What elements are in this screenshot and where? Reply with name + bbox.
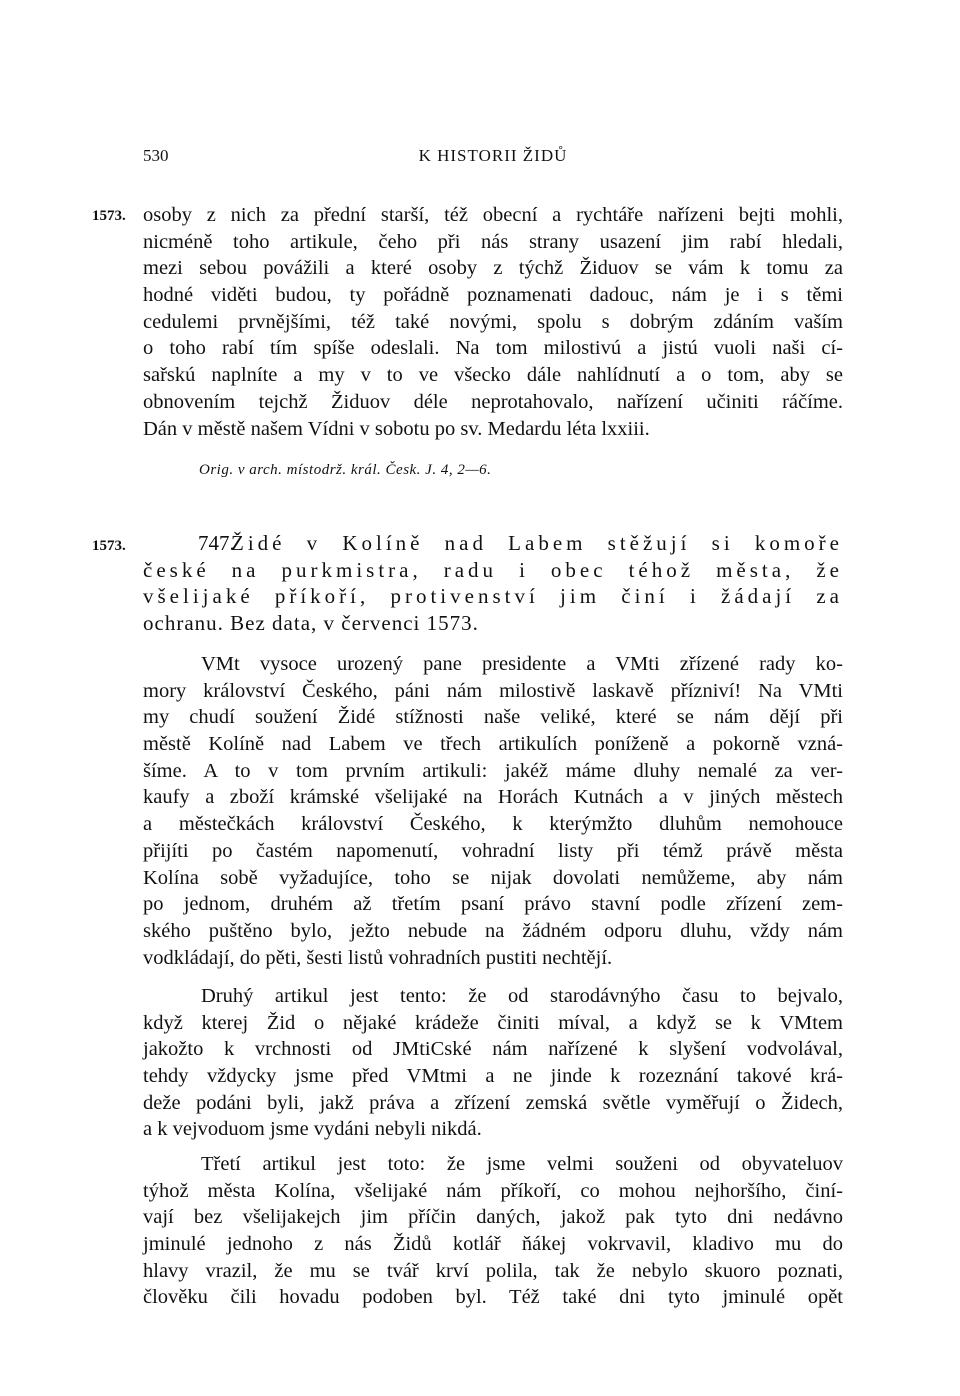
running-title: K HISTORII ŽIDŮ [418,146,568,165]
text-line: člověku čili hovadu podoben byl. Též také dni tyto jminulé opět [143,1286,843,1309]
text-line: když kterej Žid o nějaké krádeže činiti míval, a když se k VMtem [143,1011,843,1034]
text-line: deže podáni byli, jakž práva a zřízení zemská světle vyměřují o Židech, [143,1091,843,1114]
regest-line: ochranu. Bez data, v červenci 1573. [143,611,479,636]
text-line: mezi sebou povážili a které osoby z týchž Židuov se vám k tomu za [143,257,843,280]
text-line: o toho rabí tím spíše odeslali. Na tom milostivú a jistú vuoli naši cí- [143,337,843,360]
regest-title: Židé v Kolíně nad Labem stěžují si komoře [231,531,843,555]
page-number: 530 [143,146,169,165]
text-line: Druhý artikul jest tento: že od starodávnýho času to bejvalo, [201,985,843,1007]
text-line: jminulé jednoho z nás Židů kotlář ňákej vokrvavil, kladivo mu do [143,1233,843,1256]
text-line: jakožto k vrchnosti od JMtiCské nám nařízené k slyšení vodvolával, [143,1038,843,1061]
text-line: Třetí artikul jest toto: že jsme velmi souženi od obyvateluov [201,1153,843,1175]
text-line: kaufy a zboží krámské všelijaké na Horách Kutnách a v jiných městech [143,786,843,809]
text-line: Dán v městě našem Vídni v sobotu po sv. Medardu léta lxxiii. [143,417,650,440]
regest-line: české na purkmistra, radu i obec téhož města, že [143,557,843,582]
margin-year: 1573. [92,538,126,554]
text-line: hodné viděti budou, ty pořádně poznamenati dadouc, nám je i s těmi [143,284,843,307]
text-line: ského puštěno bylo, ježto nebude na žádném odporu dluhu, vždy nám [143,919,843,942]
text-line: a městečkách království Českého, k kterýmžto dluhům nemohouce [143,813,843,836]
text-line: a k vejvoduom jsme vydáni nebyli nikdá. [143,1118,482,1141]
text-line: po jednom, druhém až třetím psaní právo stavní podle zřízení zem- [143,893,843,916]
text-line: obnovením tejchž Židuov déle neprotahovalo, nařízení učiniti ráčíme. [143,390,843,413]
text-line: šíme. A to v tom prvním artikuli: jakéž máme dluhy nemalé za ver- [143,759,843,782]
text-line: vodkládají, do pěti, šesti listů vohradních pustiti nechtějí. [143,946,613,969]
regest-line: všelijaké příkoří, protivenství jim činí i žádají za [143,584,843,609]
margin-year: 1573. [92,208,126,224]
text-line: mory království Českého, páni nám milostivě laskavě přízniví! Na VMti [143,679,843,702]
text-line: vají bez všelijakejch jim příčin daných, jakož pak tyto dni nedávno [143,1206,843,1229]
text-line: týhož města Kolína, všelijaké nám příkoří, co mohou nejhoršího, činí- [143,1179,843,1202]
document-regest [143,530,843,637]
text-line: městě Kolíně nad Labem ve třech artikulích poníženě a pokorně vzná- [143,733,843,756]
continuation-paragraph [143,202,843,442]
paragraph-third-article [143,1151,843,1311]
text-line: nicméně toho artikule, čeho při nás strany usazení jim rabí hledali, [143,230,843,253]
text-line: přijíti po častém napomenutí, vohradní listy při témž právě města [143,839,843,862]
paragraph-second-article [143,983,843,1143]
paragraph-first-article [143,651,843,971]
text-line: Kolína sobě vyžadujíce, toho se nijak dovolati nemůžeme, aby nám [143,866,843,889]
text-line: tehdy vždycky jsme před VMtmi a ne jinde k rozeznání takové krá- [143,1065,843,1088]
text-line: my chudí soužení Židé stížnosti naše veliké, které se nám dějí při [143,706,843,729]
text-line: cedulemi prvnějšími, též také novými, spolu s dobrým zdáním vaším [143,310,843,333]
document-number: 747. [198,531,235,555]
source-citation: Orig. v arch. místodrž. král. Česk. J. 4, 2—6. [199,462,492,478]
text-line: VMt vysoce urozený pane presidente a VMti zřízené rady ko- [201,653,843,675]
regest-line [143,530,843,557]
text-line: sařskú naplníte a my v to ve všecko dále nahlídnutí a o tom, aby se [143,364,843,387]
running-header [143,146,843,172]
text-line: osoby z nich za přední starší, též obecní a rychtáře nařízeni bejti mohli, [143,204,843,226]
text-line: hlavy vrazil, že mu se tvář krví polila, tak že nebylo skuoro poznati, [143,1259,843,1282]
